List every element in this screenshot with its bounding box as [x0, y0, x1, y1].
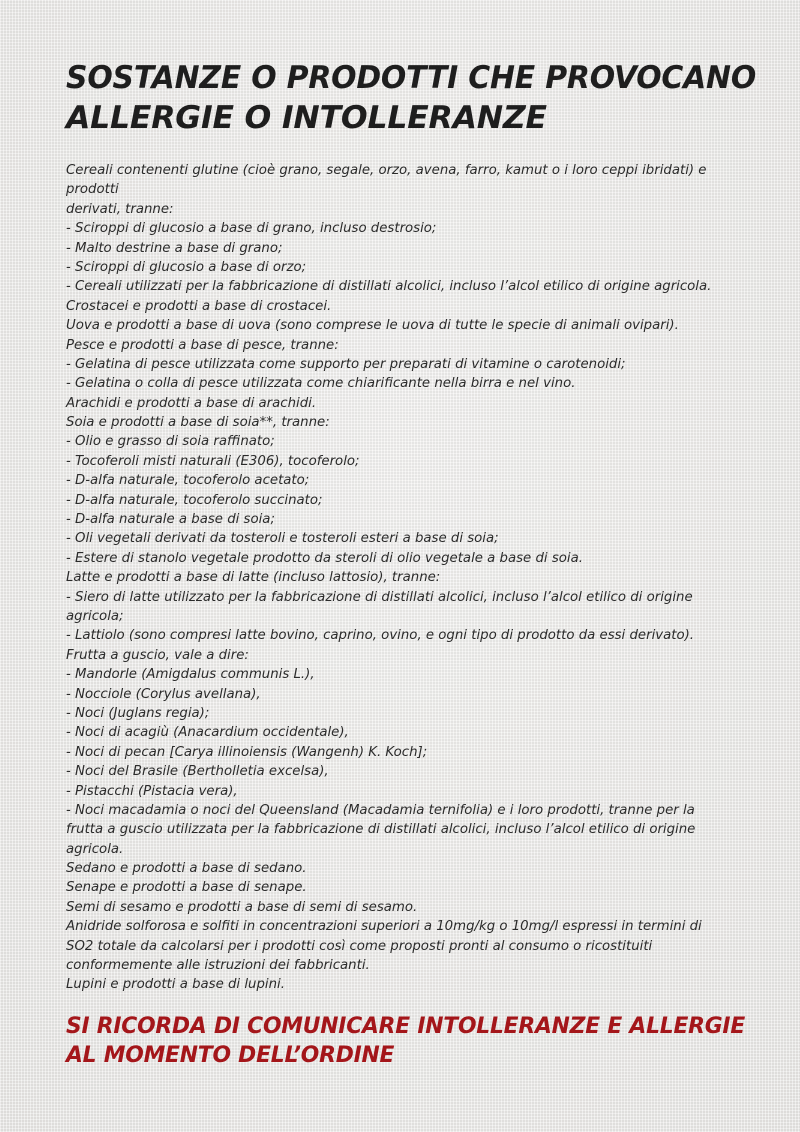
allergen-line: - D-alfa naturale a base di soia;	[66, 512, 275, 528]
allergen-line: conformemente alle istruzioni dei fabbricanti.	[66, 958, 370, 974]
order-reminder	[66, 1012, 766, 1070]
allergen-line: - D-alfa naturale, tocoferolo succinato;	[66, 492, 323, 508]
page-title	[66, 58, 766, 138]
allergen-line: - Siero di latte utilizzato per la fabbricazione di distillati alcolici, incluso l’alcol etilico di origine	[66, 589, 693, 605]
allergen-line: - Cereali utilizzati per la fabbricazione di distillati alcolici, incluso l’alcol etilico di origine agricola.	[66, 279, 712, 295]
allergen-line: - Olio e grasso di soia raffinato;	[66, 434, 275, 450]
allergen-line: Arachidi e prodotti a base di arachidi.	[66, 395, 317, 411]
allergen-line: Crostacei e prodotti a base di crostacei.	[66, 298, 332, 314]
allergen-line: - Pistacchi (Pistacia vera),	[66, 783, 238, 799]
allergen-line: Semi di sesamo e prodotti a base di semi di sesamo.	[66, 899, 418, 915]
allergen-line: - Noci macadamia o noci del Queensland (Macadamia ternifolia) e i loro prodotti, tranne per la	[66, 802, 695, 818]
allergen-line: Senape e prodotti a base di senape.	[66, 880, 307, 896]
allergen-line: Cereali contenenti glutine (cioè grano, segale, orzo, avena, farro, kamut o i loro ceppi ibridati) e	[66, 163, 707, 178]
allergen-line: agricola;	[66, 608, 124, 624]
allergen-line: - Oli vegetali derivati da tosteroli e tosteroli esteri a base di soia;	[66, 531, 499, 547]
allergen-line: Uova e prodotti a base di uova (sono comprese le uova di tutte le specie di animali ovipari).	[66, 318, 679, 334]
allergen-line: Latte e prodotti a base di latte (incluso lattosio), tranne:	[66, 570, 441, 586]
allergen-line: - D-alfa naturale, tocoferolo acetato;	[66, 473, 310, 489]
allergen-line: Frutta a guscio, vale a dire:	[66, 647, 249, 663]
allergen-line: - Malto destrine a base di grano;	[66, 240, 283, 256]
reminder-line-1: SI RICORDA DI COMUNICARE INTOLLERANZE E ALLERGIE	[66, 1014, 746, 1039]
allergen-line: Anidride solforosa e solfiti in concentrazioni superiori a 10mg/kg o 10mg/l espressi in termini di	[66, 919, 702, 935]
allergen-line: - Mandorle (Amigdalus communis L.),	[66, 667, 315, 683]
allergen-line: - Gelatina di pesce utilizzata come supporto per preparati di vitamine o carotenoidi;	[66, 356, 626, 372]
allergen-line: - Sciroppi di glucosio a base di orzo;	[66, 259, 307, 275]
allergen-line: - Nocciole (Corylus avellana),	[66, 686, 261, 702]
allergen-line: Pesce e prodotti a base di pesce, tranne:	[66, 337, 339, 353]
title-line-1: SOSTANZE O PRODOTTI CHE PROVOCANO	[66, 60, 757, 96]
allergen-list	[66, 161, 746, 995]
allergen-line: frutta a guscio utilizzata per la fabbricazione di distillati alcolici, incluso l’alcol etilico di origine	[66, 822, 696, 838]
title-line-2: ALLERGIE O INTOLLERANZE	[66, 100, 547, 136]
allergen-line: Sedano e prodotti a base di sedano.	[66, 861, 307, 877]
allergen-line: - Noci di pecan [Carya illinoiensis (Wangenh) K. Koch];	[66, 744, 428, 760]
allergen-line: - Noci del Brasile (Bertholletia excelsa),	[66, 764, 329, 780]
allergen-line: - Sciroppi di glucosio a base di grano, incluso destrosio;	[66, 221, 437, 237]
allergen-line: agricola.	[66, 841, 124, 857]
allergen-line: Soia e prodotti a base di soia**, tranne:	[66, 415, 330, 431]
allergen-line: SO2 totale da calcolarsi per i prodotti così come proposti pronti al consumo o ricostituiti	[66, 938, 653, 954]
allergen-line: - Noci (Juglans regia);	[66, 705, 210, 721]
allergen-line: prodotti	[66, 182, 119, 198]
allergen-line: - Tocoferoli misti naturali (E306), tocoferolo;	[66, 453, 360, 469]
allergen-line: Lupini e prodotti a base di lupini.	[66, 977, 285, 993]
allergen-line: - Noci di acagiù (Anacardium occidentale),	[66, 725, 349, 741]
allergen-line: - Estere di stanolo vegetale prodotto da steroli di olio vegetale a base di soia.	[66, 550, 583, 566]
allergen-line: - Gelatina o colla di pesce utilizzata come chiarificante nella birra e nel vino.	[66, 376, 576, 392]
allergen-line: - Lattiolo (sono compresi latte bovino, caprino, ovino, e ogni tipo di prodotto da essi derivato).	[66, 628, 695, 644]
reminder-line-2: AL MOMENTO DELL’ORDINE	[66, 1043, 395, 1068]
allergen-line: derivati, tranne:	[66, 201, 174, 217]
